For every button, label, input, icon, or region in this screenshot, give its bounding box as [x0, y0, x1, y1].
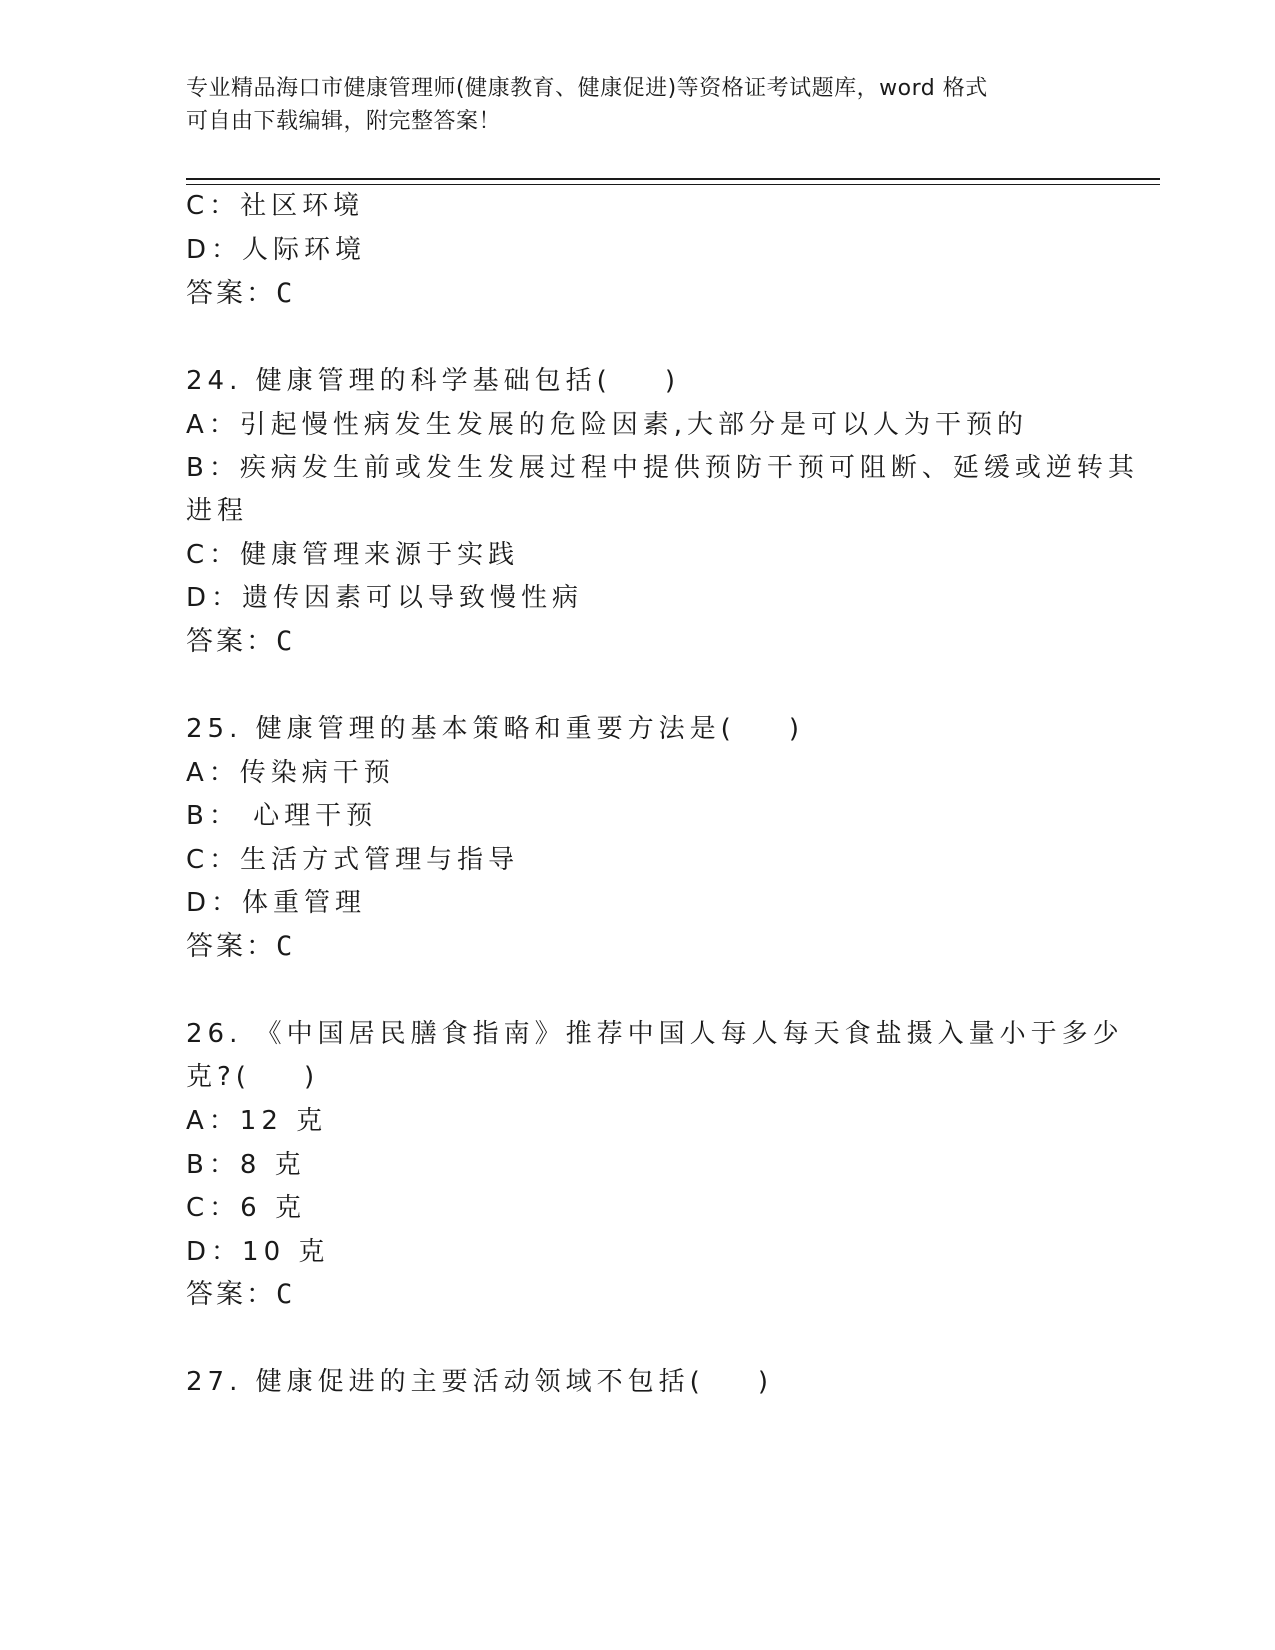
answer-value: C: [276, 931, 296, 962]
q26-option-b: B：8 克: [186, 1150, 306, 1180]
q24-option-d: D：遗传因素可以导致慢性病: [186, 583, 584, 613]
q24-stem: 24. 健康管理的科学基础包括( ): [186, 366, 680, 396]
q25-option-b: B： 心理干预: [186, 801, 378, 831]
q26-answer: [186, 1279, 295, 1311]
answer-label: 答案：: [186, 1279, 276, 1310]
q27-stem: 27. 健康促进的主要活动领域不包括( ): [186, 1367, 773, 1397]
q26-stem-cont: 克?( ): [186, 1062, 320, 1092]
prev-answer: [186, 278, 295, 310]
prev-option-d: D：人际环境: [186, 235, 367, 265]
prev-option-c: C：社区环境: [186, 191, 365, 221]
q25-option-d: D：体重管理: [186, 888, 367, 918]
q24-option-a: A：引起慢性病发生发展的危险因素,大部分是可以人为干预的: [186, 410, 1029, 440]
answer-label: 答案：: [186, 278, 276, 309]
q26-option-a: A：12 克: [186, 1106, 328, 1136]
answer-value: C: [276, 626, 296, 657]
answer-label: 答案：: [186, 931, 276, 962]
answer-label: 答案：: [186, 626, 276, 657]
q26-option-d: D：10 克: [186, 1237, 330, 1267]
q25-option-a: A：传染病干预: [186, 758, 395, 788]
header-divider-thick: [186, 178, 1160, 180]
q25-option-c: C：生活方式管理与指导: [186, 845, 520, 875]
q24-option-b: B：疾病发生前或发生发展过程中提供预防干预可阻断、延缓或逆转其: [186, 453, 1139, 483]
header-divider-thin: [186, 184, 1160, 185]
q26-option-c: C：6 克: [186, 1193, 306, 1223]
answer-value: C: [276, 1279, 296, 1310]
document-header: [186, 72, 1086, 138]
header-line-2: 可自由下载编辑，附完整答案！: [186, 109, 502, 134]
q25-stem: 25. 健康管理的基本策略和重要方法是( ): [186, 714, 804, 744]
q26-stem: 26. 《中国居民膳食指南》推荐中国人每人每天食盐摄入量小于多少: [186, 1019, 1124, 1049]
answer-value: C: [276, 278, 296, 309]
header-line-1: 专业精品海口市健康管理师(健康教育、健康促进)等资格证考试题库，word 格式: [186, 76, 988, 101]
q24-option-b-cont: 进程: [186, 496, 249, 526]
q24-answer: [186, 626, 295, 658]
q25-answer: [186, 931, 295, 963]
q24-option-c: C：健康管理来源于实践: [186, 540, 520, 570]
